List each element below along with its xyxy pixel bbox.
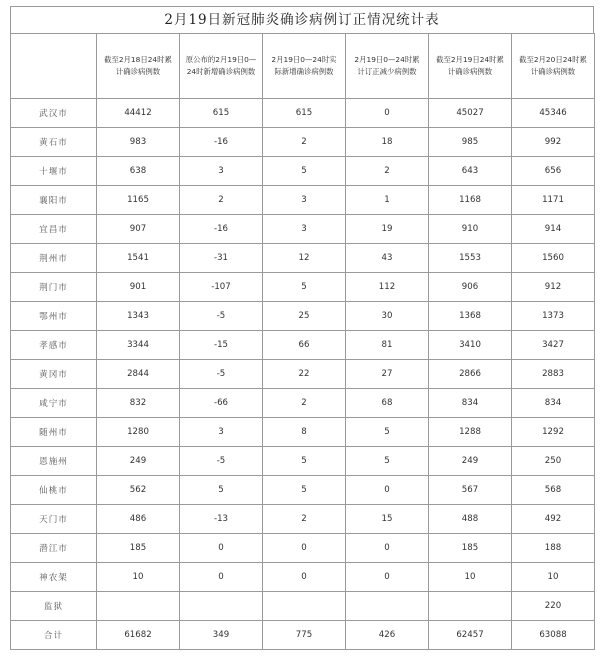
region-cell: 襄阳市	[11, 186, 97, 215]
value-cell: 492	[512, 505, 595, 534]
value-cell: 2844	[97, 360, 180, 389]
region-cell: 合计	[11, 621, 97, 650]
value-cell: 5	[180, 476, 263, 505]
column-header: 2月19日0—24时实际新增确诊病例数	[263, 34, 346, 99]
table-row	[11, 157, 595, 186]
value-cell: 188	[512, 534, 595, 563]
value-cell: 3	[263, 215, 346, 244]
value-cell: 567	[429, 476, 512, 505]
value-cell: 220	[512, 592, 595, 621]
table-row	[11, 273, 595, 302]
region-cell: 鄂州市	[11, 302, 97, 331]
region-cell: 黄冈市	[11, 360, 97, 389]
value-cell	[346, 592, 429, 621]
value-cell: 1560	[512, 244, 595, 273]
value-cell	[429, 592, 512, 621]
value-cell: 0	[263, 534, 346, 563]
value-cell: 1343	[97, 302, 180, 331]
column-header: 2月19日0—24时累计订正减少病例数	[346, 34, 429, 99]
value-cell: 1280	[97, 418, 180, 447]
value-cell: 1553	[429, 244, 512, 273]
value-cell: 1292	[512, 418, 595, 447]
value-cell: -16	[180, 215, 263, 244]
value-cell: 5	[263, 447, 346, 476]
value-cell: 912	[512, 273, 595, 302]
value-cell: 0	[180, 563, 263, 592]
header-row	[11, 34, 595, 99]
value-cell: 5	[263, 157, 346, 186]
value-cell: 3	[180, 418, 263, 447]
value-cell: 834	[429, 389, 512, 418]
table-row	[11, 244, 595, 273]
table-row	[11, 476, 595, 505]
value-cell: 1	[346, 186, 429, 215]
value-cell: 15	[346, 505, 429, 534]
value-cell: 1171	[512, 186, 595, 215]
region-cell: 荆门市	[11, 273, 97, 302]
value-cell: 43	[346, 244, 429, 273]
value-cell: 2866	[429, 360, 512, 389]
value-cell: 3	[263, 186, 346, 215]
value-cell: 185	[97, 534, 180, 563]
value-cell: 615	[180, 99, 263, 128]
value-cell: 775	[263, 621, 346, 650]
value-cell: -5	[180, 360, 263, 389]
region-cell: 神农架	[11, 563, 97, 592]
value-cell: 1165	[97, 186, 180, 215]
value-cell: 3344	[97, 331, 180, 360]
value-cell: 5	[346, 418, 429, 447]
column-header: 原公布的2月19日0—24时新增确诊病例数	[180, 34, 263, 99]
value-cell: 0	[346, 563, 429, 592]
region-cell: 孝感市	[11, 331, 97, 360]
value-cell: 66	[263, 331, 346, 360]
value-cell: -15	[180, 331, 263, 360]
value-cell: 0	[346, 476, 429, 505]
value-cell: 81	[346, 331, 429, 360]
value-cell: 45027	[429, 99, 512, 128]
column-header: 截至2月18日24时累计确诊病例数	[97, 34, 180, 99]
value-cell: 1288	[429, 418, 512, 447]
region-cell: 随州市	[11, 418, 97, 447]
table-row	[11, 447, 595, 476]
table-title: 2月19日新冠肺炎确诊病例订正情况统计表	[10, 6, 594, 33]
value-cell: 1541	[97, 244, 180, 273]
value-cell: 488	[429, 505, 512, 534]
value-cell: 907	[97, 215, 180, 244]
table-row	[11, 215, 595, 244]
value-cell: 0	[180, 534, 263, 563]
column-header: 截至2月19日24时累计确诊病例数	[429, 34, 512, 99]
value-cell: -107	[180, 273, 263, 302]
region-cell: 天门市	[11, 505, 97, 534]
value-cell: 19	[346, 215, 429, 244]
value-cell: 61682	[97, 621, 180, 650]
table-row	[11, 418, 595, 447]
value-cell: 983	[97, 128, 180, 157]
value-cell: 249	[97, 447, 180, 476]
value-cell: 0	[346, 534, 429, 563]
value-cell: 12	[263, 244, 346, 273]
value-cell: 45346	[512, 99, 595, 128]
table-row	[11, 389, 595, 418]
value-cell: 2	[346, 157, 429, 186]
value-cell: 832	[97, 389, 180, 418]
value-cell: 906	[429, 273, 512, 302]
value-cell: 3	[180, 157, 263, 186]
value-cell: -5	[180, 447, 263, 476]
value-cell: 910	[429, 215, 512, 244]
table-row	[11, 563, 595, 592]
value-cell: 30	[346, 302, 429, 331]
value-cell: -5	[180, 302, 263, 331]
value-cell	[263, 592, 346, 621]
value-cell: 185	[429, 534, 512, 563]
value-cell: 615	[263, 99, 346, 128]
value-cell: 0	[263, 563, 346, 592]
value-cell: 656	[512, 157, 595, 186]
value-cell: 2883	[512, 360, 595, 389]
region-cell: 武汉市	[11, 99, 97, 128]
table-row	[11, 360, 595, 389]
value-cell: 426	[346, 621, 429, 650]
value-cell	[97, 592, 180, 621]
table-row	[11, 99, 595, 128]
value-cell: 3410	[429, 331, 512, 360]
value-cell: 112	[346, 273, 429, 302]
table-row	[11, 621, 595, 650]
correction-table	[10, 33, 595, 650]
value-cell: 0	[346, 99, 429, 128]
value-cell: 44412	[97, 99, 180, 128]
region-cell: 荆州市	[11, 244, 97, 273]
value-cell: 8	[263, 418, 346, 447]
table-row	[11, 186, 595, 215]
value-cell: 249	[429, 447, 512, 476]
region-cell: 宜昌市	[11, 215, 97, 244]
region-cell: 潜江市	[11, 534, 97, 563]
value-cell: 10	[512, 563, 595, 592]
value-cell: 349	[180, 621, 263, 650]
value-cell: -66	[180, 389, 263, 418]
value-cell: 5	[263, 476, 346, 505]
value-cell: 834	[512, 389, 595, 418]
value-cell: 1368	[429, 302, 512, 331]
value-cell: 901	[97, 273, 180, 302]
value-cell: 27	[346, 360, 429, 389]
value-cell: 250	[512, 447, 595, 476]
column-header	[11, 34, 97, 99]
value-cell: 562	[97, 476, 180, 505]
column-header: 截至2月20日24时累计确诊病例数	[512, 34, 595, 99]
value-cell: 3427	[512, 331, 595, 360]
table-row	[11, 331, 595, 360]
region-cell: 黄石市	[11, 128, 97, 157]
value-cell: 486	[97, 505, 180, 534]
value-cell: 5	[263, 273, 346, 302]
value-cell: 1168	[429, 186, 512, 215]
region-cell: 恩施州	[11, 447, 97, 476]
value-cell: 62457	[429, 621, 512, 650]
table-row	[11, 302, 595, 331]
value-cell: 2	[263, 505, 346, 534]
value-cell: 25	[263, 302, 346, 331]
region-cell: 仙桃市	[11, 476, 97, 505]
value-cell: 985	[429, 128, 512, 157]
report-page	[10, 6, 594, 650]
value-cell: 568	[512, 476, 595, 505]
value-cell: 638	[97, 157, 180, 186]
value-cell: 992	[512, 128, 595, 157]
table-row	[11, 505, 595, 534]
value-cell: 2	[263, 389, 346, 418]
value-cell: 2	[263, 128, 346, 157]
value-cell: 2	[180, 186, 263, 215]
value-cell: 18	[346, 128, 429, 157]
value-cell: 5	[346, 447, 429, 476]
value-cell	[180, 592, 263, 621]
value-cell: 1373	[512, 302, 595, 331]
value-cell: -16	[180, 128, 263, 157]
region-cell: 咸宁市	[11, 389, 97, 418]
table-row	[11, 592, 595, 621]
value-cell: 63088	[512, 621, 595, 650]
value-cell: 643	[429, 157, 512, 186]
value-cell: 22	[263, 360, 346, 389]
value-cell: -31	[180, 244, 263, 273]
value-cell: -13	[180, 505, 263, 534]
value-cell: 68	[346, 389, 429, 418]
region-cell: 监狱	[11, 592, 97, 621]
table-row	[11, 128, 595, 157]
value-cell: 914	[512, 215, 595, 244]
value-cell: 10	[97, 563, 180, 592]
value-cell: 10	[429, 563, 512, 592]
table-row	[11, 534, 595, 563]
region-cell: 十堰市	[11, 157, 97, 186]
